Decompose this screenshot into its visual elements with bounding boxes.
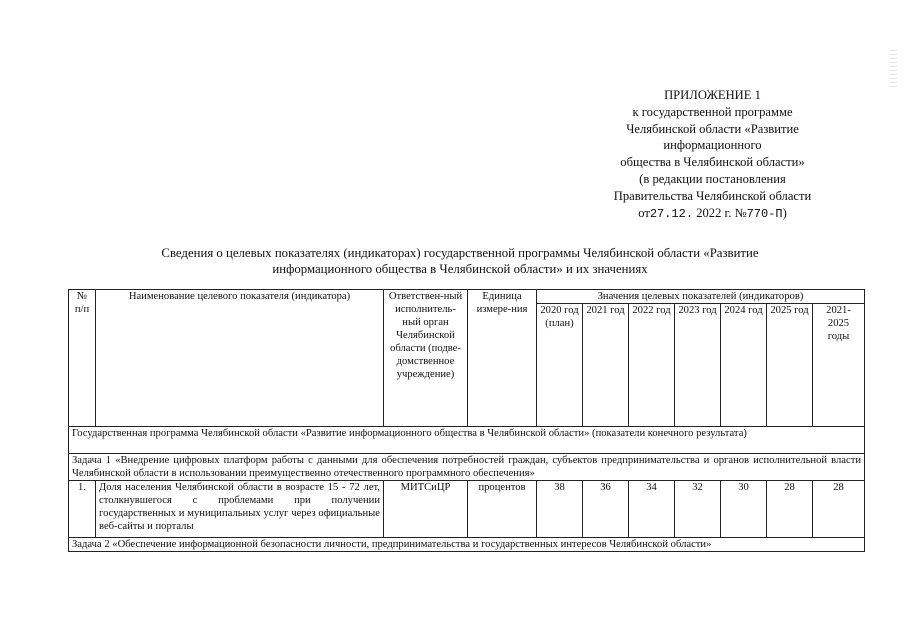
task-row [69,538,865,552]
appendix-line: (в редакции постановления [639,171,786,186]
appendix-line: Правительства Челябинской области [613,188,812,203]
appendix-line: общества в Челябинской области» [620,155,805,170]
task-2: Задача 2 «Обеспечение информационной безопасности личности, предпринимательства и государственных интересов Челябинской области» [69,538,865,552]
row-value: 28 [813,481,865,538]
scan-artifact [889,50,897,90]
header-year: 2021-2025 годы [813,304,865,427]
title-line-2: информационного общества в Челябинской области» и их значениях [272,262,648,276]
header-name: Наименование целевого показателя (индикатора) [96,290,384,427]
appendix-line: информационного [663,138,762,153]
table-row [69,481,865,538]
row-value: 28 [767,481,813,538]
title-line-1: Сведения о целевых показателях (индикаторах) государственной программы Челябинской области «Развитие [161,246,759,260]
decree-date: 27.12. [649,206,694,221]
header-year: 2021 год [583,304,629,427]
date-mid: 2022 г. № [693,205,747,220]
row-value: 34 [629,481,675,538]
header-num: № п/п [69,290,96,427]
row-value: 32 [675,481,721,538]
appendix-date-line [560,205,865,223]
indicators-table [68,289,865,552]
program-row [69,427,865,454]
header-year: 2023 год [675,304,721,427]
task-row [69,454,865,481]
row-indicator-name: Доля населения Челябинской области в возрасте 15 - 72 лет, столкнувшегося с проблемами при получении государственных и муниципальных услуг через официальные веб-сайты и порталы [96,481,384,538]
decree-number: 770-П [746,206,783,221]
row-value: 36 [583,481,629,538]
header-values-group: Значения целевых показателей (индикаторов) [537,290,865,304]
header-executor: Ответствен-ный исполнитель-ный орган Челябинской области (подве-домственное учреждение) [384,290,468,427]
document-title [60,245,860,277]
appendix-line: Челябинской области «Развитие [626,121,799,136]
header-year: 2020 год (план) [537,304,583,427]
header-year: 2024 год [721,304,767,427]
date-suffix: ) [782,205,787,220]
row-unit: процентов [468,481,537,538]
header-row-1 [69,290,865,304]
header-year: 2022 год [629,304,675,427]
appendix-header [560,87,865,222]
date-prefix: от [638,205,650,220]
program-title: Государственная программа Челябинской области «Развитие информационного общества в Челябинской области» (показатели конечного результата) [69,427,865,454]
row-value: 30 [721,481,767,538]
row-value: 38 [537,481,583,538]
row-executor: МИТСиЦР [384,481,468,538]
appendix-line: к государственной программе [632,104,793,119]
task-1: Задача 1 «Внедрение цифровых платформ работы с данными для обеспечения потребностей граждан, субъектов предпринимательства и органов исполнительной власти Челябинской области в использовании преимущественно отечественного программного обеспечения» [69,454,865,481]
header-year: 2025 год [767,304,813,427]
header-unit: Единица измере-ния [468,290,537,427]
appendix-title: ПРИЛОЖЕНИЕ 1 [664,88,761,102]
row-num: 1. [69,481,96,538]
